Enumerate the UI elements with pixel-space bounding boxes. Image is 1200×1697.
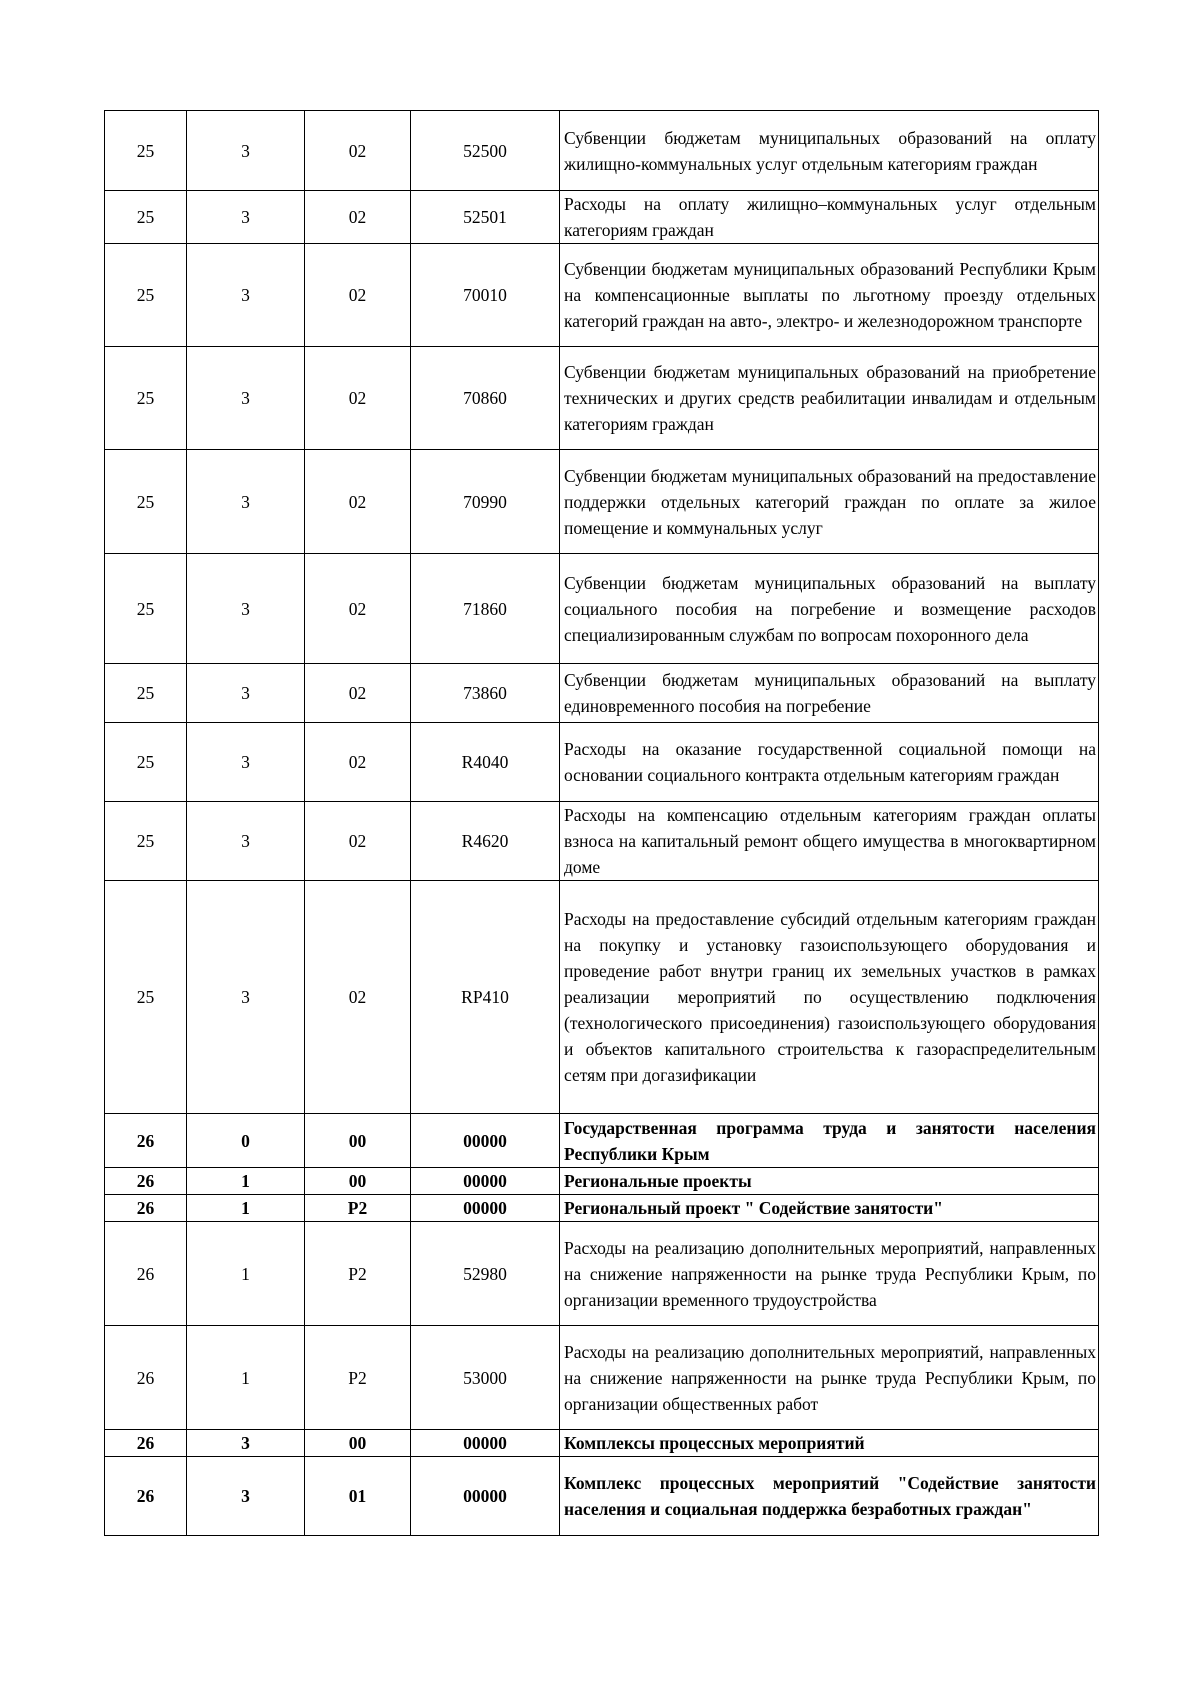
program-code-cell: 26 [105,1222,187,1326]
table-row [105,1326,1099,1430]
program-code-cell: 25 [105,111,187,191]
subprogram-code-cell: 1 [187,1326,305,1430]
event-code-cell: 02 [305,347,411,450]
program-code-cell: 26 [105,1195,187,1222]
subprogram-code-cell: 3 [187,191,305,244]
subprogram-code-cell: 0 [187,1114,305,1168]
subprogram-code-cell: 3 [187,1430,305,1457]
description-cell: Региональный проект " Содействие занятости" [560,1195,1099,1222]
description-cell: Расходы на компенсацию отдельным категориям граждан оплаты взноса на капитальный ремонт общего имущества в многоквартирном доме [560,802,1099,881]
program-code-cell: 26 [105,1326,187,1430]
table-row [105,1222,1099,1326]
table-row [105,1430,1099,1457]
program-code-cell: 25 [105,554,187,664]
budget-classification-table [104,110,1099,1536]
subprogram-code-cell: 3 [187,244,305,347]
direction-code-cell: 71860 [411,554,560,664]
description-cell: Субвенции бюджетам муниципальных образований на выплату единовременного пособия на погребение [560,664,1099,723]
description-cell: Субвенции бюджетам муниципальных образований на приобретение технических и других средств реабилитации инвалидам и отдельным категориям граждан [560,347,1099,450]
event-code-cell: Р2 [305,1326,411,1430]
event-code-cell: 01 [305,1457,411,1536]
program-code-cell: 25 [105,191,187,244]
table-row [105,723,1099,802]
table-row [105,881,1099,1114]
event-code-cell: 02 [305,191,411,244]
direction-code-cell: 00000 [411,1457,560,1536]
table-row [105,802,1099,881]
subprogram-code-cell: 3 [187,450,305,554]
program-code-cell: 26 [105,1457,187,1536]
description-cell: Расходы на оплату жилищно–коммунальных услуг отдельным категориям граждан [560,191,1099,244]
event-code-cell: 02 [305,450,411,554]
event-code-cell: 02 [305,554,411,664]
description-cell: Субвенции бюджетам муниципальных образований Республики Крым на компенсационные выплаты по льготному проезду отдельных категорий граждан на авто-, электро- и железнодорожном транспорте [560,244,1099,347]
direction-code-cell: 00000 [411,1430,560,1457]
subprogram-code-cell: 3 [187,664,305,723]
direction-code-cell: R4040 [411,723,560,802]
program-code-cell: 25 [105,450,187,554]
table-row [105,664,1099,723]
subprogram-code-cell: 3 [187,881,305,1114]
subprogram-code-cell: 3 [187,723,305,802]
subprogram-code-cell: 3 [187,347,305,450]
table-row [105,1195,1099,1222]
direction-code-cell: 70860 [411,347,560,450]
event-code-cell: 02 [305,111,411,191]
description-cell: Субвенции бюджетам муниципальных образований на оплату жилищно-коммунальных услуг отдельным категориям граждан [560,111,1099,191]
subprogram-code-cell: 1 [187,1168,305,1195]
table-row [105,450,1099,554]
program-code-cell: 26 [105,1168,187,1195]
program-code-cell: 25 [105,723,187,802]
direction-code-cell: 52500 [411,111,560,191]
direction-code-cell: 70990 [411,450,560,554]
direction-code-cell: RP410 [411,881,560,1114]
program-code-cell: 25 [105,244,187,347]
event-code-cell: 02 [305,664,411,723]
direction-code-cell: 53000 [411,1326,560,1430]
description-cell: Комплексы процессных мероприятий [560,1430,1099,1457]
event-code-cell: Р2 [305,1222,411,1326]
description-cell: Государственная программа труда и занятости населения Республики Крым [560,1114,1099,1168]
event-code-cell: 02 [305,244,411,347]
direction-code-cell: 70010 [411,244,560,347]
description-cell: Региональные проекты [560,1168,1099,1195]
program-code-cell: 25 [105,802,187,881]
event-code-cell: 02 [305,723,411,802]
description-cell: Расходы на реализацию дополнительных мероприятий, направленных на снижение напряженности на рынке труда Республики Крым, по организации общественных работ [560,1326,1099,1430]
program-code-cell: 25 [105,347,187,450]
direction-code-cell: 73860 [411,664,560,723]
direction-code-cell: R4620 [411,802,560,881]
direction-code-cell: 00000 [411,1168,560,1195]
event-code-cell: Р2 [305,1195,411,1222]
subprogram-code-cell: 3 [187,111,305,191]
subprogram-code-cell: 1 [187,1195,305,1222]
event-code-cell: 02 [305,881,411,1114]
subprogram-code-cell: 3 [187,1457,305,1536]
description-cell: Субвенции бюджетам муниципальных образований на предоставление поддержки отдельных категорий граждан по оплате за жилое помещение и коммунальных услуг [560,450,1099,554]
table-body [105,111,1099,1536]
direction-code-cell: 52980 [411,1222,560,1326]
subprogram-code-cell: 3 [187,554,305,664]
table-row [105,191,1099,244]
table-row [105,554,1099,664]
table-row [105,111,1099,191]
table-row [105,1168,1099,1195]
description-cell: Расходы на реализацию дополнительных мероприятий, направленных на снижение напряженности на рынке труда Республики Крым, по организации временного трудоустройства [560,1222,1099,1326]
table-row [105,244,1099,347]
event-code-cell: 02 [305,802,411,881]
program-code-cell: 26 [105,1430,187,1457]
program-code-cell: 26 [105,1114,187,1168]
table-row [105,1457,1099,1536]
subprogram-code-cell: 3 [187,802,305,881]
description-cell: Расходы на оказание государственной социальной помощи на основании социального контракта отдельным категориям граждан [560,723,1099,802]
description-cell: Расходы на предоставление субсидий отдельным категориям граждан на покупку и установку газоиспользующего оборудования и проведение работ внутри границ их земельных участков в рамках реализации мероприятий по осуществлению подключения (технологического присоединения) газоиспользующего оборудования и объектов капитального строительства к газораспределительным сетям при догазификации [560,881,1099,1114]
table-row [105,1114,1099,1168]
subprogram-code-cell: 1 [187,1222,305,1326]
direction-code-cell: 00000 [411,1195,560,1222]
event-code-cell: 00 [305,1114,411,1168]
table-row [105,347,1099,450]
event-code-cell: 00 [305,1430,411,1457]
program-code-cell: 25 [105,881,187,1114]
direction-code-cell: 00000 [411,1114,560,1168]
program-code-cell: 25 [105,664,187,723]
direction-code-cell: 52501 [411,191,560,244]
description-cell: Комплекс процессных мероприятий "Содействие занятости населения и социальная поддержка безработных граждан" [560,1457,1099,1536]
event-code-cell: 00 [305,1168,411,1195]
description-cell: Субвенции бюджетам муниципальных образований на выплату социального пособия на погребение и возмещение расходов специализированным службам по вопросам похоронного дела [560,554,1099,664]
